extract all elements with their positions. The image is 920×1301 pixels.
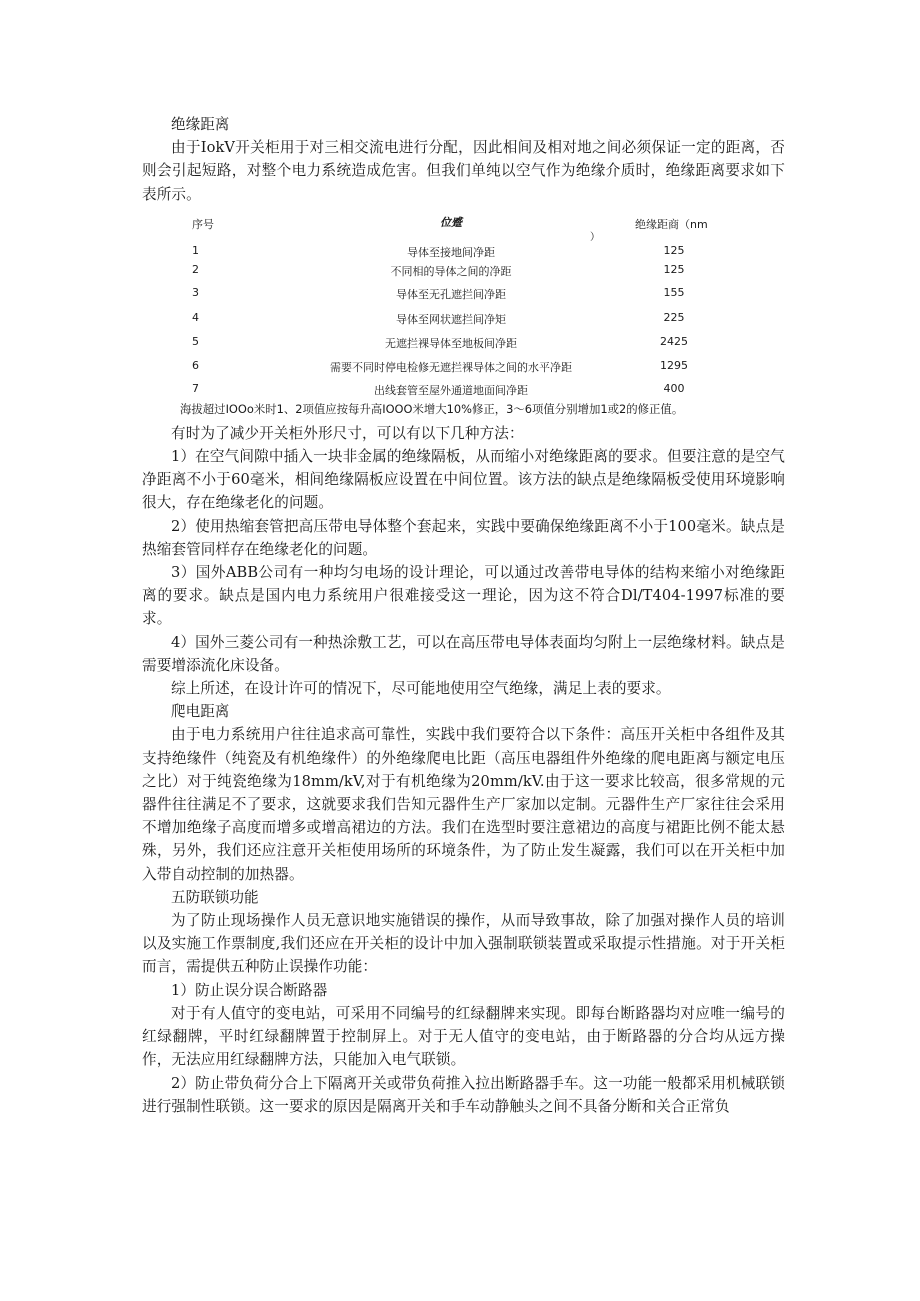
table-row-6-no: 6 [192,358,199,372]
table-row-7-no: 7 [192,381,199,395]
table-row-3-position: 导体至无孔遮拦间净距 [396,287,506,301]
section-heading-five-prevention: 五防联锁功能 [171,888,259,906]
table-row-4-position: 导体至网状遮拦间净矩 [396,312,506,326]
creepage-paragraph: 由于电力系统用户往往追求高可靠性，实践中我们要符合以下条件：高压开关柜中各组件及其支持绝缘件（纯瓷及有机绝缘件）的外绝缘爬电比距（高压电器组件外绝缘的爬电距离与额定电压之比）对于纯瓷绝缘为18mm∕kV,对于有机绝缘为20mm∕kV.由于这一要求比较高，很多常规的元器件往往满足不了要求，这就要求我们告知元器件生产厂家加以定制。元器件生产厂家往往会采用不增加绝缘子高度而增多或增高裙边的方法。我们在选型时要注意裙边的高度与裙距比例不能太悬殊，另外，我们还应注意开关柜使用场所的环境条件，为了防止发生凝露，我们可以在开关柜中加入带自动控制的加热器。 [142,726,785,883]
prevention-item-2-body: 2）防止带负荷分合上下隔离开关或带负荷推入拉出断路器手车。这一功能一般都采用机械联锁进行强制性联锁。这一要求的原因是隔离开关和手车动静触头之间不具备分断和关合正常负 [142,1074,785,1115]
methods-summary: 综上所述，在设计许可的情况下，尽可能地使用空气绝缘，满足上表的要求。 [171,680,671,698]
insulation-intro-paragraph: 由于IokV开关柜用于对三相交流电进行分配，因此相间及相对地之间必须保证一定的距离，否则会引起短路，对整个电力系统造成危害。但我们单纯以空气作为绝缘介质时，绝缘距离要求如下表所示。 [142,139,785,203]
table-row-3-no: 3 [192,285,199,299]
table-header-mark: ） [590,231,600,243]
table-row-6-value: 1295 [660,358,688,372]
insulation-distance-table [142,206,785,422]
document-body [142,113,785,1118]
table-footnote: 海拔超过IOOo米时1、2项值应按每升高IOOO米增大10%修正，3～6项值分别增加1或2的修正值。 [180,401,684,416]
table-row-1-value: 125 [663,243,685,257]
table-row-2-position: 不同相的导体之间的净距 [390,264,512,278]
table-row-2-value: 125 [663,262,685,276]
table-row-5-value: 2425 [660,334,688,348]
table-row-4-no: 4 [192,310,199,324]
table-header-distance: 绝缘距商（nm [635,217,708,231]
table-header-position: 位蹙 [440,215,462,229]
table-row-5-position: 无遮拦裸导体至地板间净距 [385,336,517,350]
method-item-3: 3）国外ABB公司有一种均匀电场的设计理论，可以通过改善带电导体的结构来缩小对绝缘距离的要求。缺点是国内电力系统用户很难接受这一理论，因为这不符合Dl/T404-1997标准的要求。 [142,564,785,628]
method-item-1: 1）在空气间隙中插入一块非金属的绝缘隔板，从而缩小对绝缘距离的要求。但要注意的是空气净距离不小于60毫米，相间绝缘隔板应设置在中间位置。该方法的缺点是绝缘隔板受使用环境影响很大，存在绝缘老化的问题。 [142,448,785,512]
table-row-6-position: 需要不同时停电检修无遮拦裸导体之间的水平净距 [330,360,572,374]
section-heading-insulation-distance: 绝缘距离 [171,116,230,133]
table-row-5-no: 5 [192,334,199,348]
table-row-1-position: 导体至接地间净距 [407,245,495,259]
prevention-item-1-body: 对于有人值守的变电站，可采用不同编号的红绿翻牌来实现。即每台断路器均对应唯一编号的红绿翻牌，平时红绿翻牌置于控制屏上。对于无人值守的变电站，由于断路器的分合均从远方操作，无法应用红绿翻牌方法，只能加入电气联锁。 [142,1004,785,1069]
section-heading-creepage-distance: 爬电距离 [171,703,230,721]
method-item-4: 4）国外三菱公司有一种热涂敷工艺，可以在高压带电导体表面均匀附上一层绝缘材料。缺点是需要增添流化床设备。 [142,633,785,674]
table-row-4-value: 225 [663,310,685,324]
table-row-1-no: 1 [192,243,199,257]
method-item-2: 2）使用热缩套管把高压带电导体整个套起来，实践中要确保绝缘距离不小于100毫米。缺点是热缩套管同样存在绝缘老化的问题。 [142,517,785,558]
five-prevention-intro: 为了防止现场操作人员无意识地实施错误的操作，从而导致事故，除了加强对操作人员的培训以及实施工作票制度,我们还应在开关柜的设计中加入强制联锁装置或采取提示性措施。对于开关柜而言，需提供五种防止误操作功能： [142,912,785,976]
table-header-no: 序号 [192,217,214,231]
prevention-item-1-title: 1）防止误分误合断路器 [171,981,328,999]
table-row-7-position: 出线套管至屋外通道地面间净距 [374,383,528,397]
table-row-7-value: 400 [663,381,685,395]
table-row-2-no: 2 [192,262,199,276]
table-row-3-value: 155 [663,285,685,299]
methods-intro: 有时为了减少开关柜外形尺寸，可以有以下几种方法： [171,424,524,442]
